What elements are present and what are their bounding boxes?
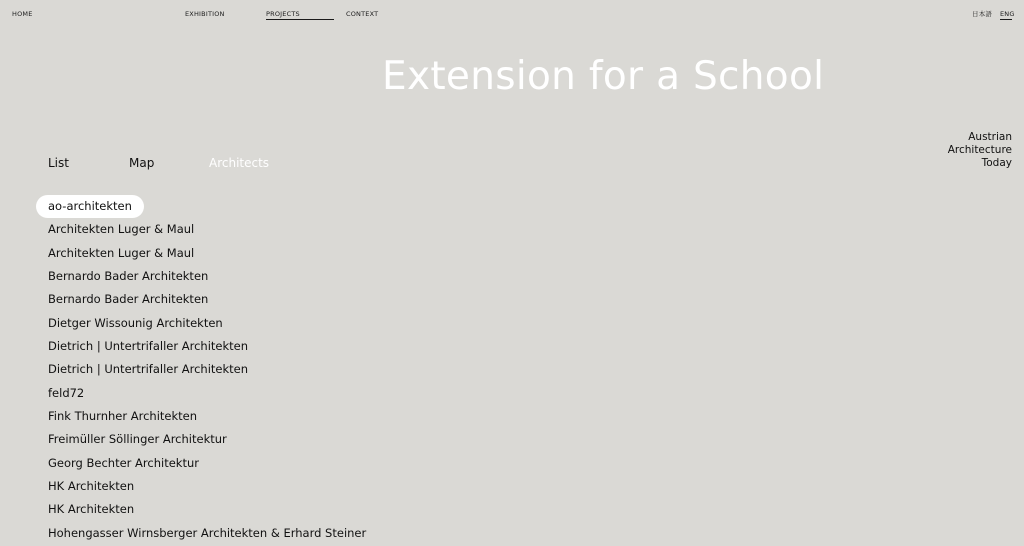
architect-link[interactable]: Dietrich | Untertrifaller Architekten (48, 339, 249, 354)
architect-link[interactable]: Fink Thurnher Architekten (48, 409, 198, 424)
architect-link[interactable]: Hohengasser Wirnsberger Architekten & Erhard Steiner (48, 525, 367, 540)
nav-projects-link[interactable]: PROJECTS (266, 10, 300, 18)
nav-context-link[interactable]: CONTEXT (346, 10, 379, 18)
nav-home-link[interactable]: HOME (12, 10, 33, 18)
eng-active-underline (1000, 19, 1012, 20)
architect-link[interactable]: Freimüller Söllinger Architektur (48, 432, 227, 447)
architect-link[interactable]: HK Architekten (48, 502, 135, 517)
architect-link[interactable]: Dietrich | Untertrifaller Architekten (48, 362, 249, 377)
brand-line-3: Today (981, 157, 1012, 169)
nav-exhibition-link[interactable]: EXHIBITION (185, 10, 225, 18)
architect-link[interactable]: Architekten Luger & Maul (48, 222, 195, 237)
brand-logo-text[interactable] (948, 131, 1012, 170)
lang-japanese-link[interactable]: 日本語 (972, 10, 993, 18)
lang-english-link[interactable]: ENG (1000, 10, 1015, 18)
tab-architects[interactable]: Architects (209, 156, 270, 170)
page-title: Extension for a School (382, 54, 825, 99)
architect-link[interactable]: feld72 (48, 385, 85, 400)
projects-active-underline (266, 19, 334, 20)
architect-link[interactable]: HK Architekten (48, 479, 135, 494)
architect-link[interactable]: Georg Bechter Architektur (48, 455, 199, 470)
architect-link[interactable]: Bernardo Bader Architekten (48, 269, 209, 284)
architect-link[interactable]: Architekten Luger & Maul (48, 245, 195, 260)
architect-link[interactable]: Bernardo Bader Architekten (48, 292, 209, 307)
architect-link-selected[interactable]: ao-architekten (36, 195, 144, 218)
architect-link[interactable]: Dietger Wissounig Architekten (48, 315, 223, 330)
brand-line-1: Austrian (968, 131, 1012, 143)
tab-list[interactable]: List (48, 156, 69, 170)
tab-map[interactable]: Map (129, 156, 155, 170)
brand-line-2: Architecture (947, 144, 1012, 156)
